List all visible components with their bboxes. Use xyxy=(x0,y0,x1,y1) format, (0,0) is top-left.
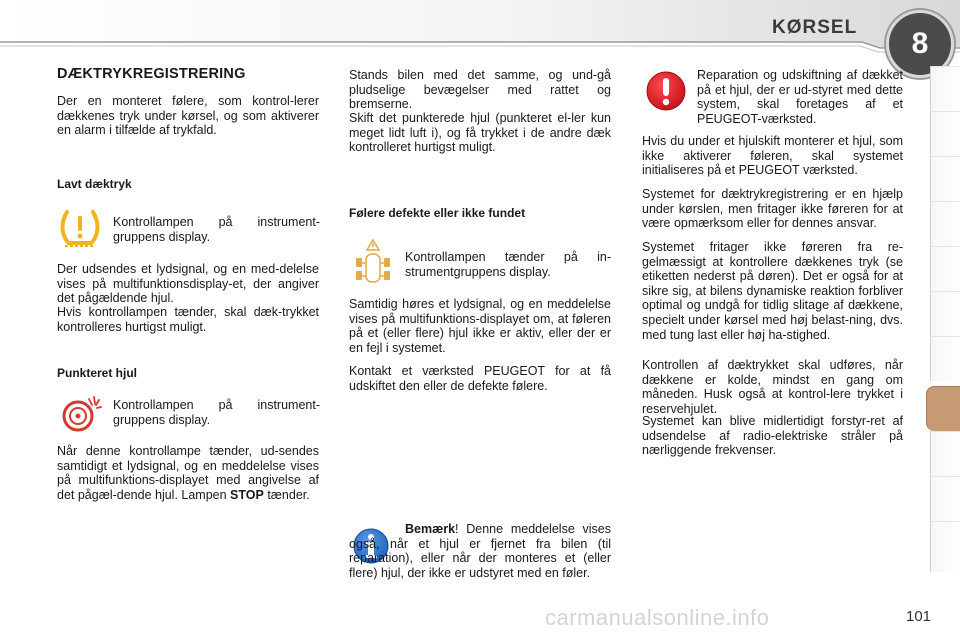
repair-warning-text: Reparation og udskiftning af dækket på et hjul, der er ud-styret med dette system, skal foretages af et PEUGEOT-værksted. xyxy=(697,68,903,126)
low-pressure-paragraph-1: Der udsendes et lydsignal, og en med-delelse vises på multifunktionsdisplay-et, der angiver det pågældende hjul. xyxy=(57,262,319,306)
chapter-title: KØRSEL xyxy=(772,17,858,38)
page-number: 101 xyxy=(906,608,932,625)
low-pressure-warning-icon xyxy=(59,208,101,248)
side-tab-4[interactable] xyxy=(930,201,960,246)
low-pressure-title: Lavt dæktryk xyxy=(57,177,132,191)
puncture-icon-text: Kontrollampen på instrument-gruppens display. xyxy=(113,398,320,427)
puncture-title: Punkteret hjul xyxy=(57,366,138,380)
exclamation-warning-icon xyxy=(645,70,687,112)
note-paragraph xyxy=(349,522,611,580)
side-tab-5[interactable] xyxy=(930,246,960,291)
system-aid-paragraph: Systemet for dæktrykregistrering er en hjælp under kørslen, men fritager ikke føreren for at være opmærksom eller for dennes ansvar. xyxy=(642,187,903,231)
faulty-sensors-title: Følere defekte eller ikke fundet xyxy=(349,206,526,220)
side-tab-8-active[interactable] xyxy=(926,386,960,431)
side-tab-3[interactable] xyxy=(930,156,960,201)
note-text: ! Denne meddelelse vises også, når et hjul er fjernet fra bilen (til reparation), eller når der monteres et (eller flere) hjul, der ikke er udstyret med en føler. xyxy=(349,522,611,580)
radio-interference-paragraph: Systemet kan blive midlertidigt forstyr-ret af udsendelse af radio-elektriske stråler på nærliggende frekvenser. xyxy=(642,414,903,458)
intro-paragraph: Der en monteret følere, som kontrol-lerer dækkenes tryk under kørsel, og som aktiverer en alarm i tilfælde af trykfald. xyxy=(57,94,319,138)
stop-car-paragraph: Stands bilen med det samme, og und-gå pludselige bevægelser med rattet og bremserne. xyxy=(349,68,611,112)
side-tab-7[interactable] xyxy=(930,336,960,381)
low-pressure-paragraph-2: Hvis kontrollampen tænder, skal dæk-trykket kontrolleres hurtigst muligt. xyxy=(57,305,319,334)
change-wheel-paragraph: Skift det punkterede hjul (punkteret el-ler kun meget lidt luft i), og få trykket i de andre dæk kontrolleret hurtigst muligt. xyxy=(349,111,611,155)
faulty-sensors-paragraph-1: Samtidig høres et lydsignal, og en meddelelse vises på multifunktions-displayet om, at føleren på et (eller flere) hjul ikke er aktiv, eller der er en fejl i systemet. xyxy=(349,297,611,355)
side-tab-11[interactable] xyxy=(930,521,960,572)
side-tab-6[interactable] xyxy=(930,291,960,336)
side-tab-1[interactable] xyxy=(930,66,960,111)
side-tab-9[interactable] xyxy=(930,431,960,476)
puncture-paragraph-part-2: tænder. xyxy=(263,487,310,502)
side-tab-10[interactable] xyxy=(930,476,960,521)
section-heading: DÆKTRYKREGISTRERING xyxy=(57,66,246,82)
faulty-sensors-paragraph-2: Kontakt et værksted PEUGEOT for at få udskiftet den eller de defekte følere. xyxy=(349,364,611,393)
puncture-warning-icon xyxy=(59,395,103,433)
chapter-number-badge: 8 xyxy=(886,10,954,78)
cold-tyres-paragraph: Kontrollen af dæktrykket skal udføres, når dækkene er kolde, mindst en gang om måneden. Husk også at kontrol-lere trykket i reservehjulet. xyxy=(642,358,903,416)
low-pressure-icon-text: Kontrollampen på instrument-gruppens display. xyxy=(113,215,320,244)
wheel-change-paragraph: Hvis du under et hjulskift monterer et hjul, som ikke aktiverer føleren, skal systemet initialiseres på et PEUGEOT værksted. xyxy=(642,134,903,178)
side-tab-2[interactable] xyxy=(930,111,960,156)
note-label: Bemærk xyxy=(405,522,456,536)
watermark: carmanualsonline.info xyxy=(545,605,770,630)
sensor-fault-icon xyxy=(352,238,394,286)
page-header xyxy=(0,0,960,62)
regular-check-paragraph: Systemet fritager ikke føreren fra re-gelmæssigt at kontrollere dækkenes tryk (se etiketten nederst på døren). Det er også for at sikre sig, at bilens dynamiske reaktion forbliver optimal og undgå for tidlig slitage af dækkene, specielt under kørsel med høj belast-ning, dvs. med tung last eller høj ha-stighed. xyxy=(642,240,903,342)
stop-lamp-label: STOP xyxy=(230,487,264,502)
puncture-paragraph xyxy=(57,444,319,502)
faulty-sensors-icon-text: Kontrollampen tænder på in-strumentgruppens display. xyxy=(405,250,611,279)
puncture-paragraph-part-1: Når denne kontrollampe tænder, ud-sendes samtidigt et lydsignal, og en meddelelse vises på multifunktions-displayet med angivelse af det pågæl-dende hjul. Lampen xyxy=(57,444,319,502)
